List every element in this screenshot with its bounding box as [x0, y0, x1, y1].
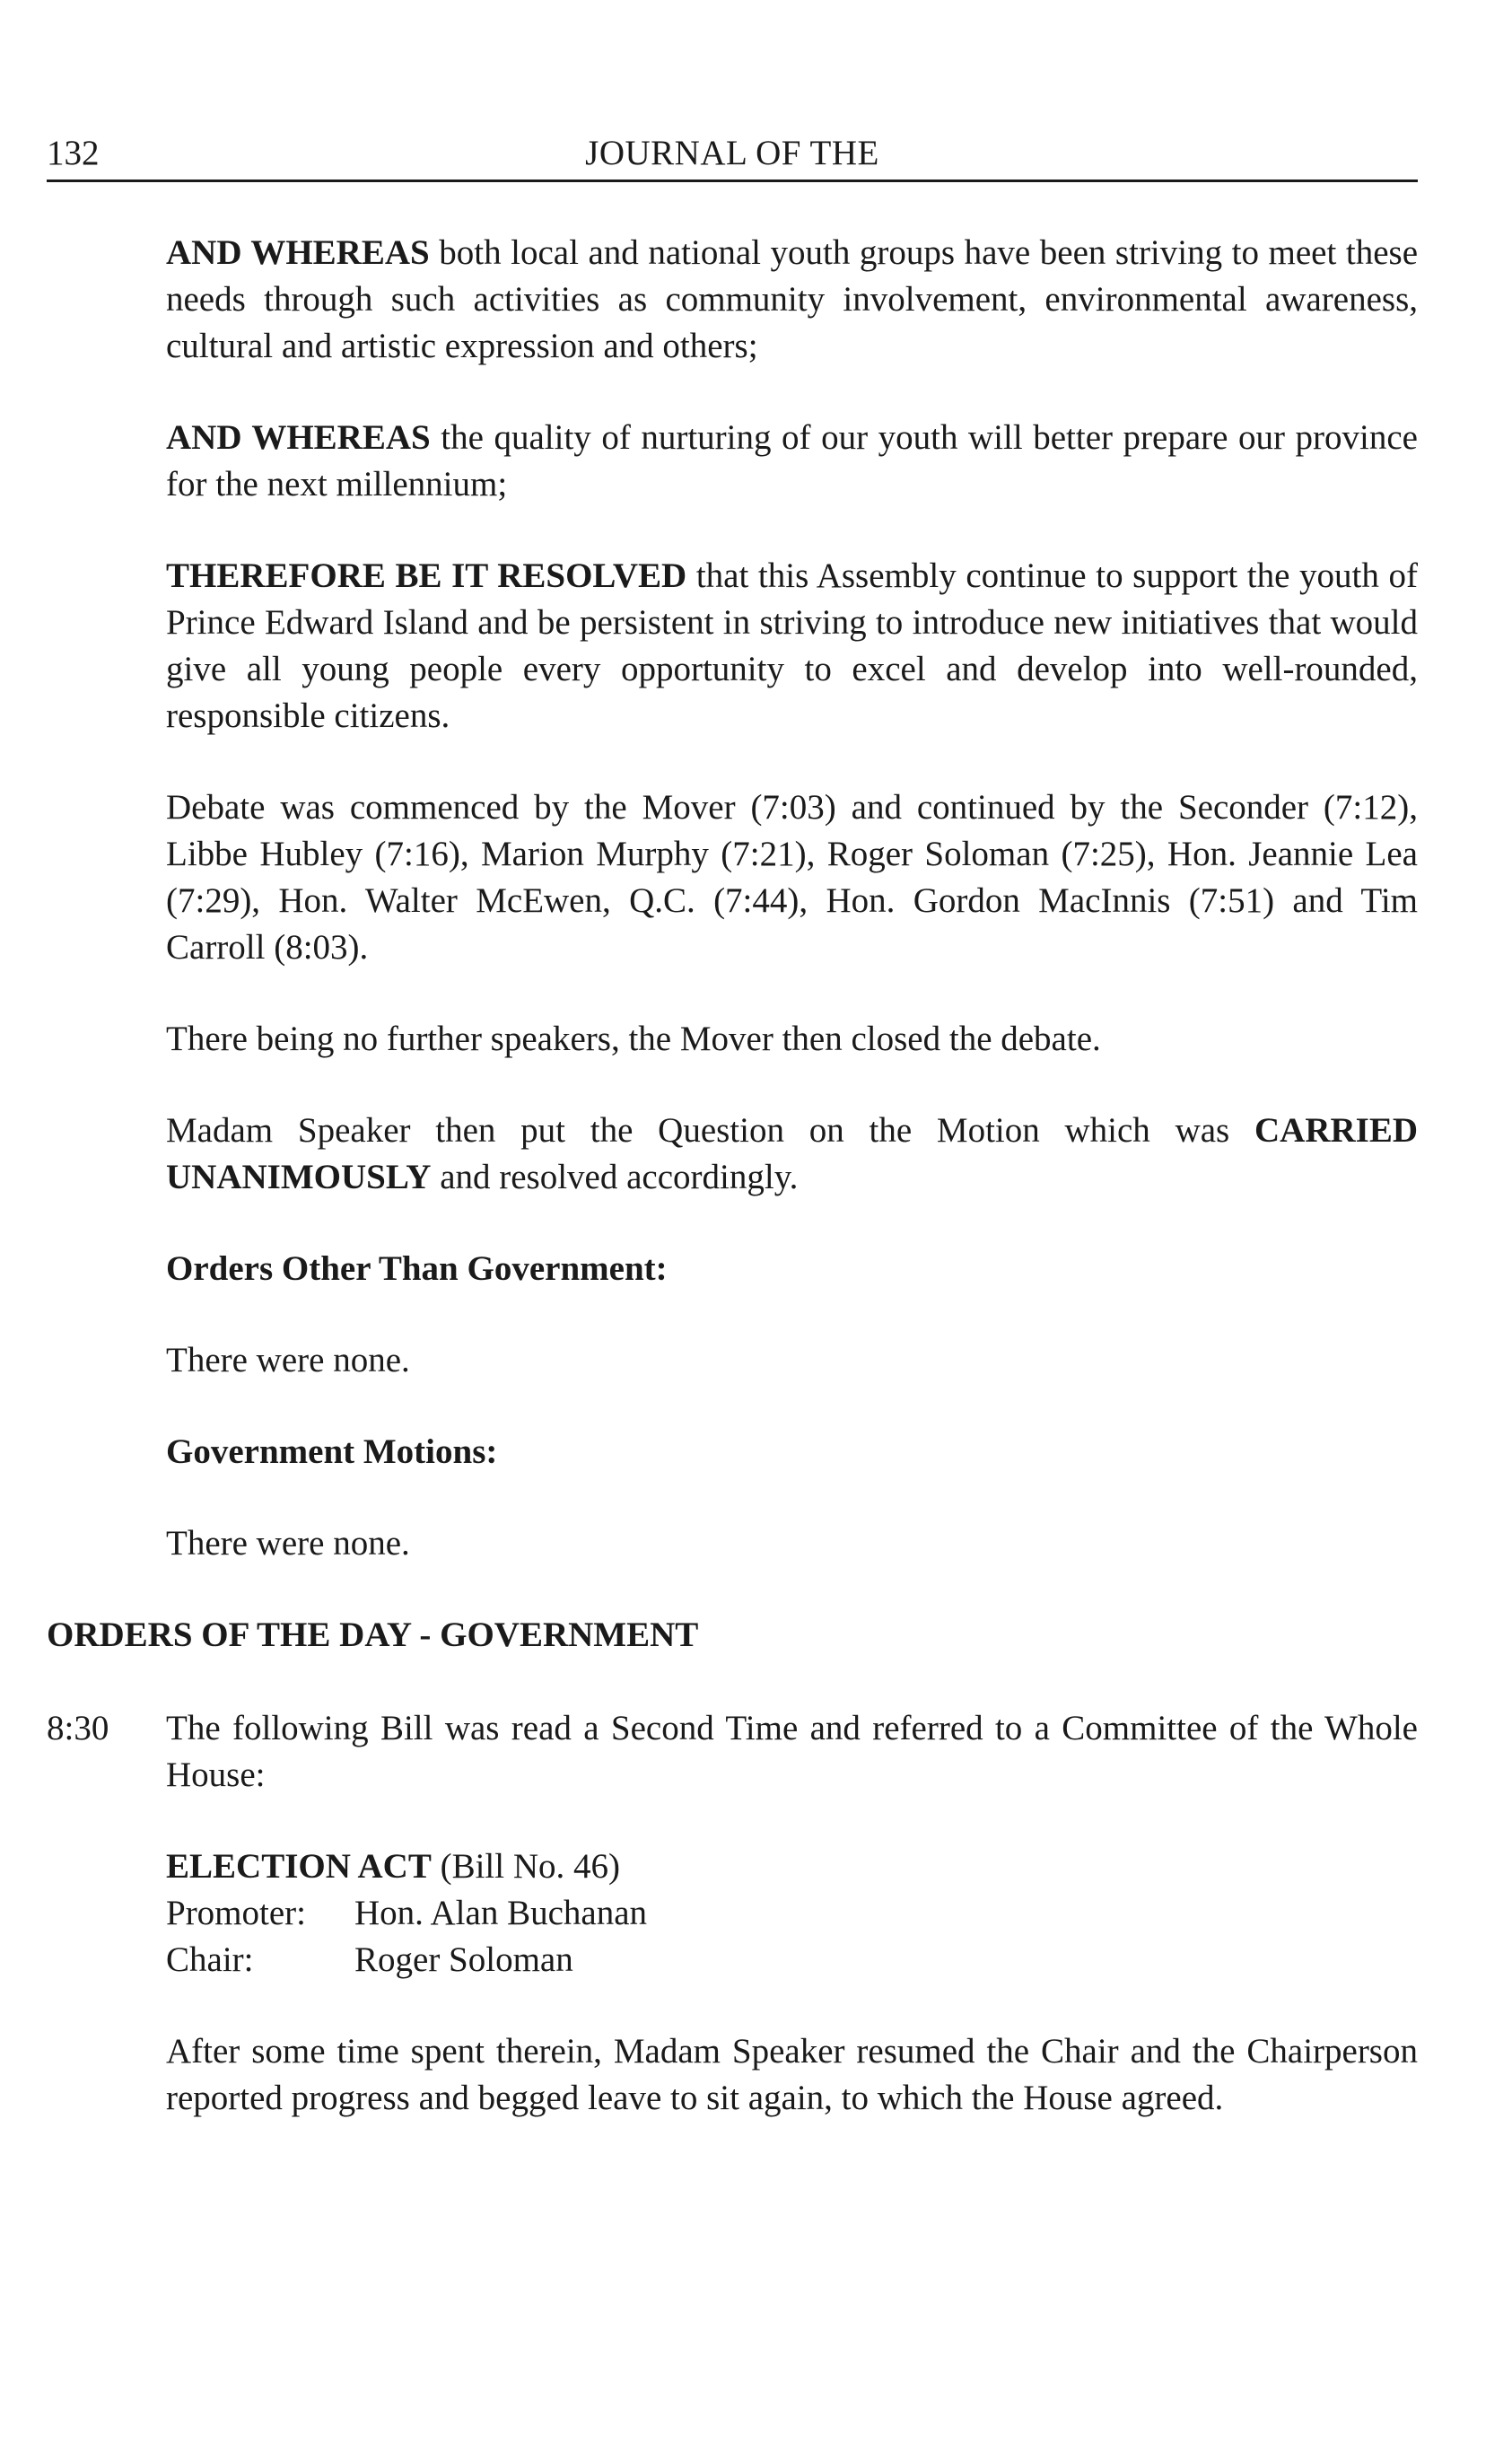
- question-result: CARRIED UNANIMOUSLY: [166, 1111, 1418, 1196]
- resolved-lead: THEREFORE BE IT RESOLVED: [166, 556, 687, 595]
- whereas-lead-2: AND WHEREAS: [166, 418, 431, 457]
- page-number: 132: [47, 134, 100, 172]
- whereas-paragraph: [166, 230, 1418, 370]
- debate-paragraph: [166, 784, 1418, 971]
- promoter-row: [166, 1890, 1418, 1937]
- bill-number: (Bill No. 46): [431, 1847, 621, 1886]
- chair-row: [166, 1937, 1418, 1983]
- promoter-label: Promoter:: [166, 1894, 306, 1932]
- closed-paragraph: [166, 1016, 1418, 1063]
- whereas-text: both local and national youth groups have been striving to meet these needs through such activities as community involvement, environmental awareness, cultural and artistic expression and others;: [166, 233, 1419, 365]
- committee-report-paragraph: [166, 2028, 1418, 2122]
- bill-details: [166, 1843, 1418, 1983]
- chair-name: Roger Soloman: [354, 1940, 573, 1979]
- whereas-paragraph-2: [166, 415, 1418, 508]
- question-paragraph: [166, 1108, 1418, 1201]
- bill-intro-text: The following Bill was read a Second Time and referred to a Committee of the Whole House:: [166, 1709, 1418, 1794]
- time-stamp: 8:30: [47, 1709, 109, 1747]
- promoter-name: Hon. Alan Buchanan: [354, 1894, 648, 1932]
- question-text-after: and resolved accordingly.: [431, 1158, 799, 1196]
- closed-text: There being no further speakers, the Mover then closed the debate.: [166, 1020, 1101, 1058]
- resolution-paragraph: [166, 553, 1418, 740]
- debate-text: Debate was commenced by the Mover (7:03) and continued by the Seconder (7:12), Libbe Hubley (7:16), Marion Murphy (7:21), Roger Soloman (7:25), Hon. Jeannie Lea (7:29), Hon. Walter McEwen, Q.C. (7:44), Hon. Gordon MacInnis (7:51) and Tim Carroll (8:03).: [166, 788, 1418, 967]
- page-header: [47, 127, 1418, 182]
- orders-other-heading: Orders Other Than Government:: [166, 1249, 668, 1288]
- question-text-before: Madam Speaker then put the Question on the Motion which was: [166, 1111, 1254, 1150]
- whereas-text-2: the quality of nurturing of our youth will better prepare our province for the next millennium;: [166, 418, 1418, 503]
- orders-other-text: There were none.: [166, 1341, 410, 1379]
- bill-intro-paragraph: [166, 1705, 1418, 1799]
- orders-of-the-day-heading: ORDERS OF THE DAY - GOVERNMENT: [47, 1616, 699, 1654]
- government-motions-heading: Government Motions:: [166, 1432, 498, 1471]
- chair-label: Chair:: [166, 1940, 254, 1979]
- bill-title: ELECTION ACT: [166, 1847, 432, 1886]
- committee-report-text: After some time spent therein, Madam Speaker resumed the Chair and the Chairperson reported progress and begged leave to sit again, to which the House agreed.: [166, 2032, 1418, 2117]
- government-motions-text: There were none.: [166, 1524, 410, 1563]
- running-head: JOURNAL OF THE: [585, 134, 879, 172]
- resolved-text: that this Assembly continue to support the youth of Prince Edward Island and be persistent in striving to introduce new initiatives that would give all young people every opportunity to excel and develop into well-rounded, responsible citizens.: [166, 556, 1418, 735]
- whereas-lead: AND WHEREAS: [166, 233, 430, 272]
